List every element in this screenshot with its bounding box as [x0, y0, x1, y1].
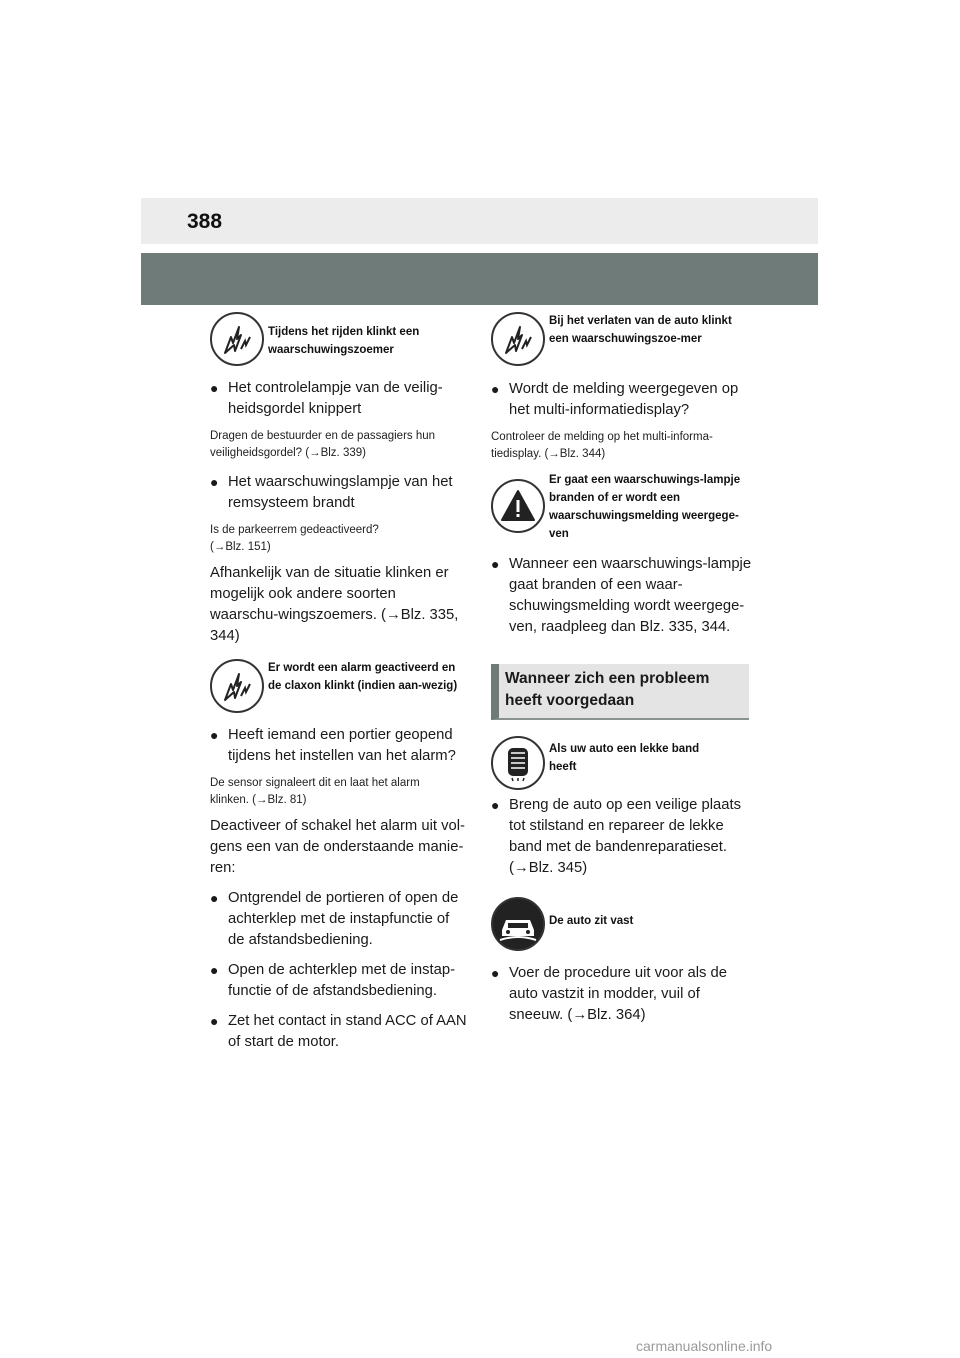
list-item-text: Open de achterklep met de instap-functie of de afstandsbediening. — [228, 962, 456, 999]
buzzer-icon — [210, 312, 264, 366]
flat-tire-row — [491, 736, 753, 790]
exit-buzzer-row — [491, 312, 753, 366]
right-column — [491, 312, 753, 1026]
alarm-label: Er wordt een alarm geactiveerd en de claxon klinkt (indien aan-wezig) — [268, 662, 458, 692]
paragraph: Afhankelijk van de situatie klinken er mogelijk ook andere soorten waarschu-wingszoemers. (→Blz. 335, 344) — [210, 565, 459, 644]
list-item — [210, 378, 468, 420]
section-band — [141, 253, 818, 305]
bullet-icon: ● — [210, 890, 219, 906]
list-item — [210, 472, 468, 514]
list-item — [210, 1011, 468, 1053]
warning-label: Er gaat een waarschuwings-lampje branden of er wordt een waarschuwingsmelding weergege-ven — [549, 474, 741, 540]
bullet-icon: ● — [491, 556, 500, 572]
list-item — [491, 963, 753, 1026]
list-item-text: Breng de auto op een veilige plaats tot stilstand en repareer de lekke band met de bandenreparatieset. (→Blz. 345) — [509, 797, 741, 876]
list-item-text: Het controlelampje van de veilig-heidsgordel knippert — [228, 380, 443, 417]
list-item — [491, 379, 753, 421]
buzzer-icon — [491, 312, 545, 366]
buzzer-label: Tijdens het rijden klinkt een waarschuwingszoemer — [268, 326, 420, 356]
warning-row — [491, 471, 753, 543]
list-item-text: Wordt de melding weergegeven op het multi-informatiedisplay? — [509, 381, 739, 418]
list-item-text: Ontgrendel de portieren of open de achterklep met de instapfunctie of de afstandsbediening. — [228, 890, 459, 948]
alarm-row — [210, 659, 468, 713]
bullet-icon: ● — [210, 474, 219, 490]
list-item-text: Voer de procedure uit voor als de auto vastzit in modder, vuil of sneeuw. (→Blz. 364) — [509, 965, 727, 1023]
bullet-icon: ● — [491, 797, 500, 813]
list-item — [210, 725, 468, 767]
list-item — [210, 888, 468, 951]
list-item-text: Heeft iemand een portier geopend tijdens het instellen van het alarm? — [228, 727, 456, 764]
paragraph: Deactiveer of schakel het alarm uit vol-gens een van de onderstaande manie-ren: — [210, 818, 465, 876]
stuck-car-label: De auto zit vast — [549, 915, 634, 927]
bullet-icon: ● — [491, 965, 500, 981]
bullet-icon: ● — [491, 381, 500, 397]
page-number: 388 — [187, 210, 223, 233]
bullet-icon: ● — [210, 380, 219, 396]
page-header — [141, 198, 818, 244]
buzzer-row — [210, 312, 468, 366]
stuck-car-icon — [491, 897, 545, 951]
bullet-icon: ● — [210, 727, 219, 743]
list-item-text: Het waarschuwingslampje van het remsysteem brandt — [228, 474, 453, 511]
flat-tire-label: Als uw auto een lekke band heeft — [549, 743, 700, 773]
list-item — [491, 795, 753, 879]
list-item-text: Zet het contact in stand ACC of AAN of start de motor. — [228, 1013, 467, 1050]
flat-tire-icon — [491, 736, 545, 790]
note-text: De sensor signaleert dit en laat het alarm klinken. (→Blz. 81) — [210, 777, 420, 806]
left-column — [210, 312, 468, 1053]
note-text: Dragen de bestuurder en de passagiers hun veiligheidsgordel? (→Blz. 339) — [210, 430, 436, 459]
stuck-car-row — [491, 897, 753, 951]
list-item — [210, 960, 468, 1002]
bullet-icon: ● — [210, 962, 219, 978]
exit-buzzer-label: Bij het verlaten van de auto klinkt een waarschuwingszoe-mer — [549, 315, 732, 345]
section-heading: Wanneer zich een probleem heeft voorgedaan — [491, 664, 749, 720]
list-item — [491, 554, 753, 638]
list-item-text: Wanneer een waarschuwings-lampje gaat branden of een waar-schuwingsmelding wordt weergege-ven, raadpleeg dan Blz. 335, 344. — [509, 556, 752, 635]
note-text: Is de parkeerrem gedeactiveerd? (→Blz. 151) — [210, 524, 379, 553]
note-text: Controleer de melding op het multi-informa-tiedisplay. (→Blz. 344) — [491, 431, 713, 460]
alarm-icon — [210, 659, 264, 713]
bullet-icon: ● — [210, 1013, 219, 1029]
warning-triangle-icon — [491, 479, 545, 533]
watermark-text: carmanualsonline.info — [636, 1338, 773, 1354]
